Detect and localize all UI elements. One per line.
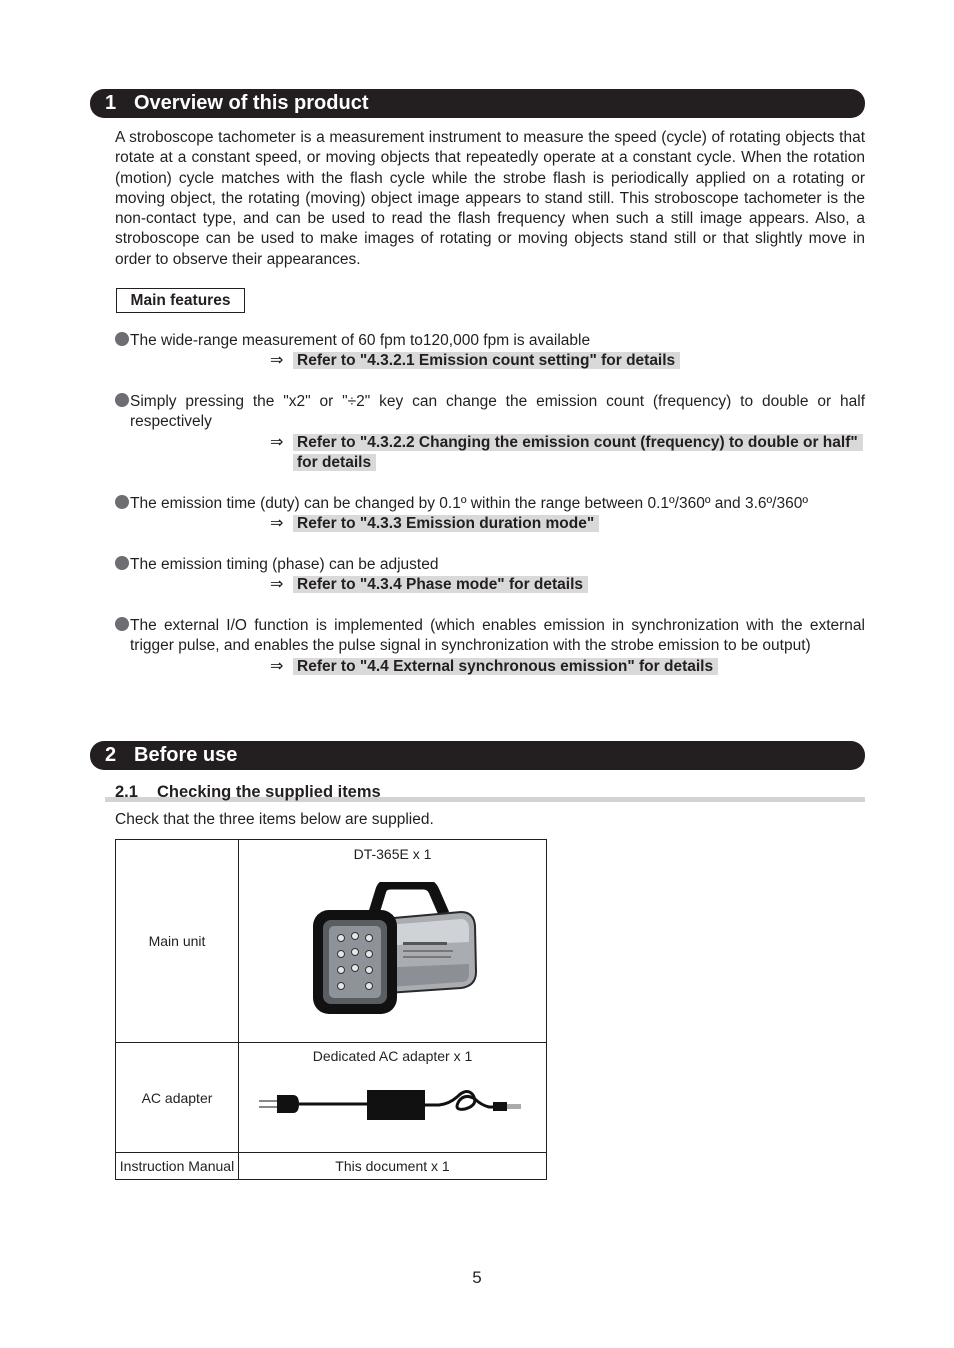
- table-row: [116, 1043, 547, 1153]
- feature-item: [115, 616, 865, 677]
- item-label: Main unit: [116, 840, 239, 1043]
- subsection-number: 2.1: [115, 783, 138, 801]
- main-unit-image: [311, 882, 481, 1016]
- main-features-label: Main features: [116, 288, 245, 313]
- bullet-icon: [115, 495, 129, 509]
- section-2-title: Before use: [134, 744, 238, 766]
- arrow-icon: ⇒: [270, 657, 284, 675]
- feature-item: [115, 392, 865, 473]
- item-label: Instruction Manual: [116, 1153, 239, 1180]
- section-1-header: [90, 89, 865, 118]
- bullet-icon: [115, 332, 129, 346]
- supplied-items-table: [115, 839, 547, 1180]
- item-content: [239, 840, 547, 1043]
- bullet-icon: [115, 556, 129, 570]
- subsection-title-text: Checking the supplied items: [157, 783, 381, 801]
- item-caption: Dedicated AC adapter x 1: [312, 1048, 473, 1064]
- feature-text: Simply pressing the "x2" or "÷2" key can change the emission count (frequency) to double or half respectively: [130, 393, 865, 431]
- section-2-header: [90, 741, 865, 770]
- check-instruction: Check that the three items below are supplied.: [115, 811, 434, 828]
- feature-text: The wide-range measurement of 60 fpm to120,000 fpm is available: [130, 332, 591, 349]
- arrow-icon: ⇒: [270, 352, 284, 370]
- section-1-title: Overview of this product: [134, 92, 369, 114]
- section-1-number: 1: [105, 92, 117, 114]
- arrow-icon: ⇒: [270, 515, 284, 533]
- item-content: [239, 1043, 547, 1153]
- feature-reference: Refer to "4.3.2.2 Changing the emission count (frequency) to double or half" for details: [293, 434, 863, 471]
- feature-reference: Refer to "4.3.3 Emission duration mode": [293, 515, 599, 532]
- feature-reference: Refer to "4.4 External synchronous emission" for details: [293, 658, 718, 675]
- feature-text: The external I/O function is implemented (which enables emission in synchronization with the external trigger pulse, and enables the pulse signal in synchronization with the strobe emission to be output): [130, 617, 865, 655]
- bullet-icon: [115, 617, 129, 631]
- table-row: [116, 1153, 547, 1180]
- page-number: 5: [472, 1268, 482, 1287]
- feature-text: The emission timing (phase) can be adjusted: [130, 556, 439, 573]
- arrow-icon: ⇒: [270, 576, 284, 594]
- ac-adapter-image: [259, 1087, 529, 1127]
- feature-reference: Refer to "4.3.2.1 Emission count setting" for details: [293, 352, 680, 369]
- feature-text: The emission time (duty) can be changed by 0.1º within the range between 0.1º/360º and 3.6º/360º: [130, 495, 809, 512]
- bullet-icon: [115, 393, 129, 407]
- subsection-title: [115, 783, 381, 802]
- arrow-icon: ⇒: [270, 433, 284, 451]
- feature-item: [115, 494, 865, 535]
- item-label: AC adapter: [116, 1043, 239, 1153]
- feature-item: [115, 555, 865, 596]
- overview-paragraph: A stroboscope tachometer is a measurement instrument to measure the speed (cycle) of rotating objects that rotate at a constant speed, or moving objects that repeatedly operate at a constant cycle. When the rotation (motion) cycle matches with the flash cycle while the strobe flash is periodically applied on a rotating or moving object, the rotating (moving) object image appears to stand still. This stroboscope tachometer is the non-contact type, and can be used to read the flash frequency when such a still image appears. Also, a stroboscope can be used to make images of rotating or moving objects stand still or that slightly move in order to observe their appearances.: [115, 129, 865, 268]
- feature-reference: Refer to "4.3.4 Phase mode" for details: [293, 576, 588, 593]
- item-caption: DT-365E x 1: [353, 846, 432, 862]
- table-row: [116, 840, 547, 1043]
- feature-item: [115, 331, 865, 372]
- section-2-number: 2: [105, 744, 117, 766]
- item-content: This document x 1: [239, 1153, 547, 1180]
